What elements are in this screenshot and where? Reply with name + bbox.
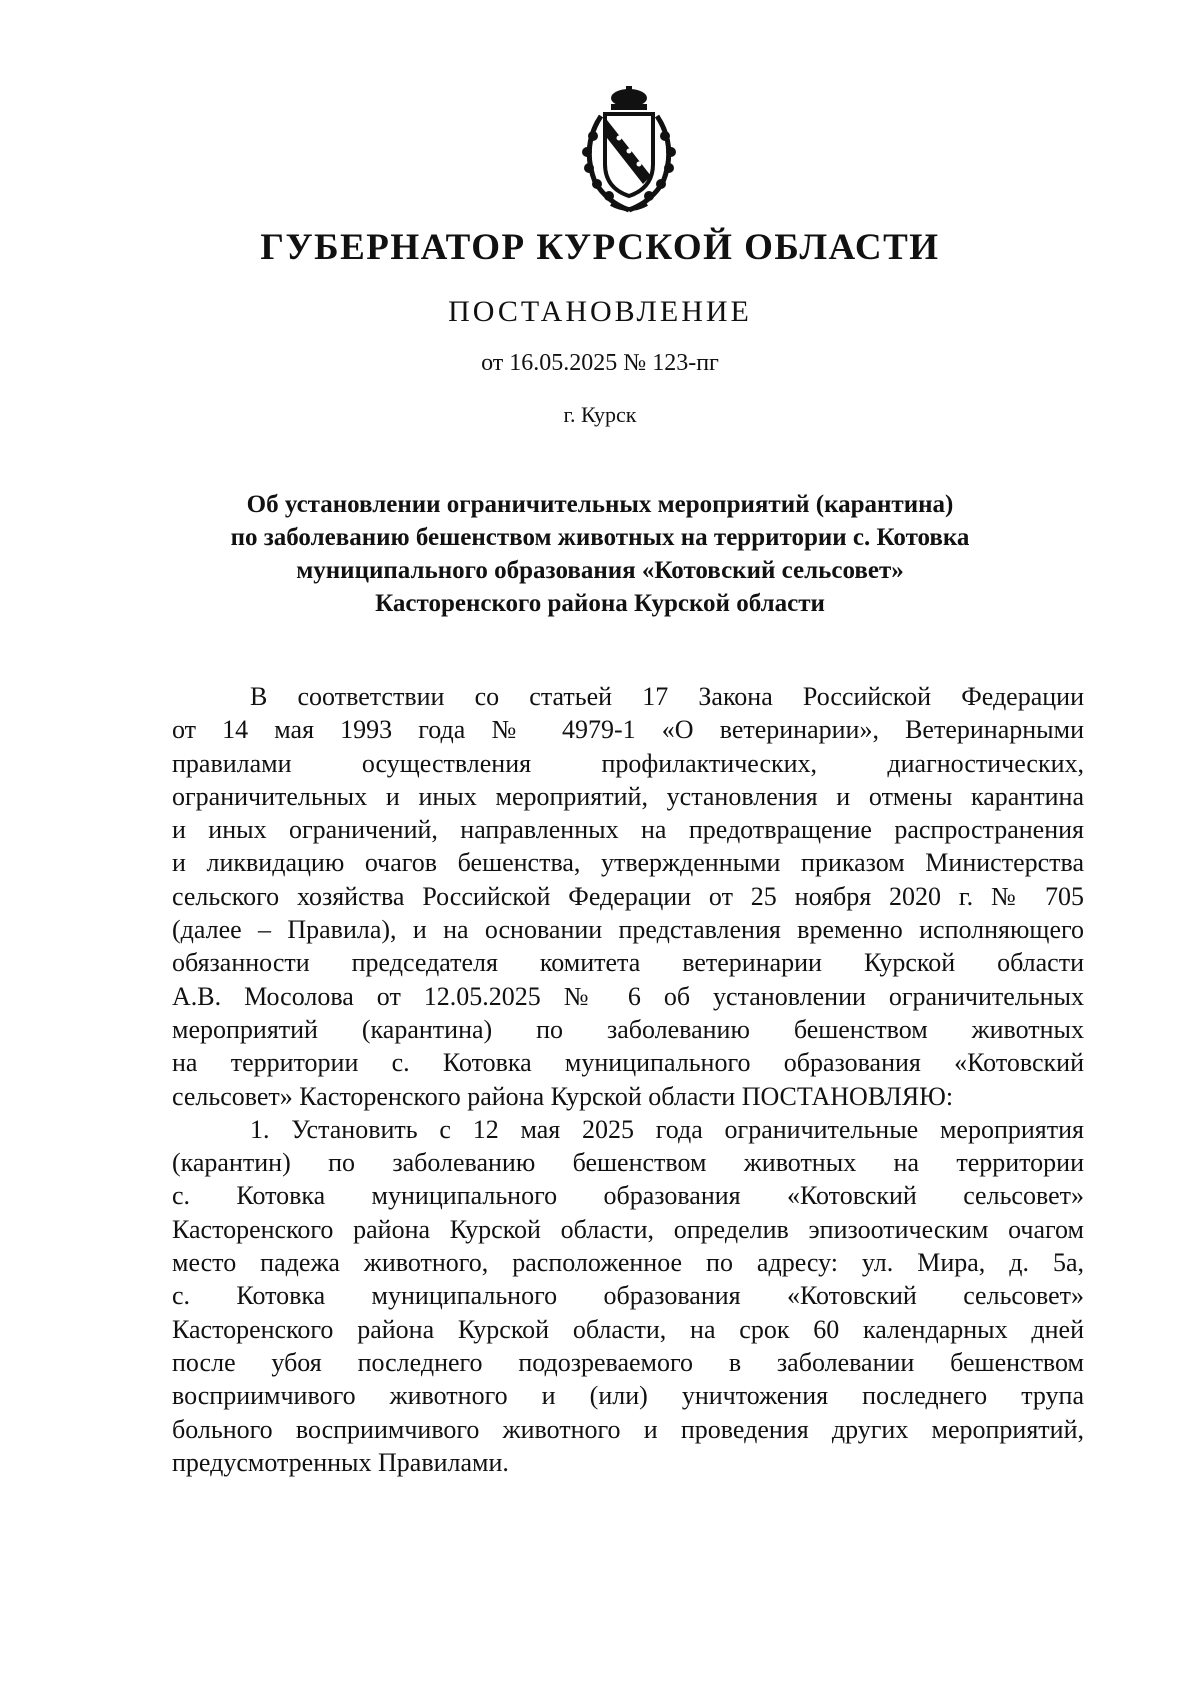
- body-line: с. Котовка муниципального образования «Котовский сельсовет»: [172, 1281, 1084, 1311]
- body-line: предусмотренных Правилами.: [172, 1447, 509, 1477]
- body-line: и иных ограничений, направленных на предотвращение распространения: [172, 815, 1084, 845]
- body-line: от 14 мая 1993 года № 4979-1 «О ветеринарии», Ветеринарными: [172, 715, 1084, 745]
- body-line: с. Котовка муниципального образования «Котовский сельсовет»: [172, 1181, 1084, 1211]
- body-line: мероприятий (карантина) по заболеванию бешенством животных: [172, 1014, 1084, 1044]
- body-line: А.В. Мосолова от 12.05.2025 № 6 об установлении ограничительных: [172, 981, 1084, 1011]
- body-line: больного восприимчивого животного и проведения других мероприятий,: [172, 1414, 1084, 1444]
- body-line: место падежа животного, расположенное по адресу: ул. Мира, д. 5а,: [172, 1248, 1084, 1278]
- body-line: сельсовет» Касторенского района Курской области ПОСТАНОВЛЯЮ:: [172, 1081, 954, 1111]
- body-line: (далее – Правила), и на основании представления временно исполняющего: [172, 915, 1084, 945]
- body-line: после убоя последнего подозреваемого в заболевании бешенством: [172, 1347, 1084, 1377]
- body-line: Касторенского района Курской области, определив эпизоотическим очагом: [172, 1214, 1084, 1244]
- body-line: обязанности председателя комитета ветеринарии Курской области: [172, 948, 1084, 978]
- document-title: [160, 488, 1040, 620]
- body-line: и ликвидацию очагов бешенства, утвержденными приказом Министерства: [172, 848, 1084, 878]
- body-line: В соответствии со статьей 17 Закона Российской Федерации: [250, 682, 1084, 711]
- body-line: ограничительных и иных мероприятий, установления и отмены карантина: [172, 781, 1084, 811]
- document-date-number: от 16.05.2025 № 123-пг: [481, 350, 719, 376]
- body-line: Касторенского района Курской области, на срок 60 календарных дней: [172, 1314, 1084, 1344]
- document-city: г. Курск: [563, 402, 637, 427]
- body-line: восприимчивого животного и (или) уничтожения последнего трупа: [172, 1381, 1084, 1411]
- document-body: [172, 680, 1084, 1479]
- body-line: (карантин) по заболеванию бешенством животных на территории: [172, 1148, 1084, 1178]
- title-line: по заболеванию бешенством животных на территории с. Котовка: [230, 524, 970, 551]
- document-type: ПОСТАНОВЛЕНИЕ: [448, 295, 752, 328]
- body-line: 1. Установить с 12 мая 2025 года ограничительные мероприятия: [250, 1114, 1084, 1144]
- coat-of-arms-icon: [571, 86, 687, 216]
- body-line: правилами осуществления профилактических, диагностических,: [172, 748, 1084, 778]
- title-line: Об установлении ограничительных мероприятий (карантина): [246, 491, 954, 518]
- title-line: муниципального образования «Котовский сельсовет»: [296, 557, 904, 584]
- body-line: сельского хозяйства Российской Федерации от 25 ноября 2020 г. № 705: [172, 881, 1084, 911]
- body-line: на территории с. Котовка муниципального образования «Котовский: [172, 1048, 1084, 1078]
- title-line: Касторенского района Курской области: [375, 590, 825, 617]
- issuing-authority: ГУБЕРНАТОР КУРСКОЙ ОБЛАСТИ: [260, 227, 940, 268]
